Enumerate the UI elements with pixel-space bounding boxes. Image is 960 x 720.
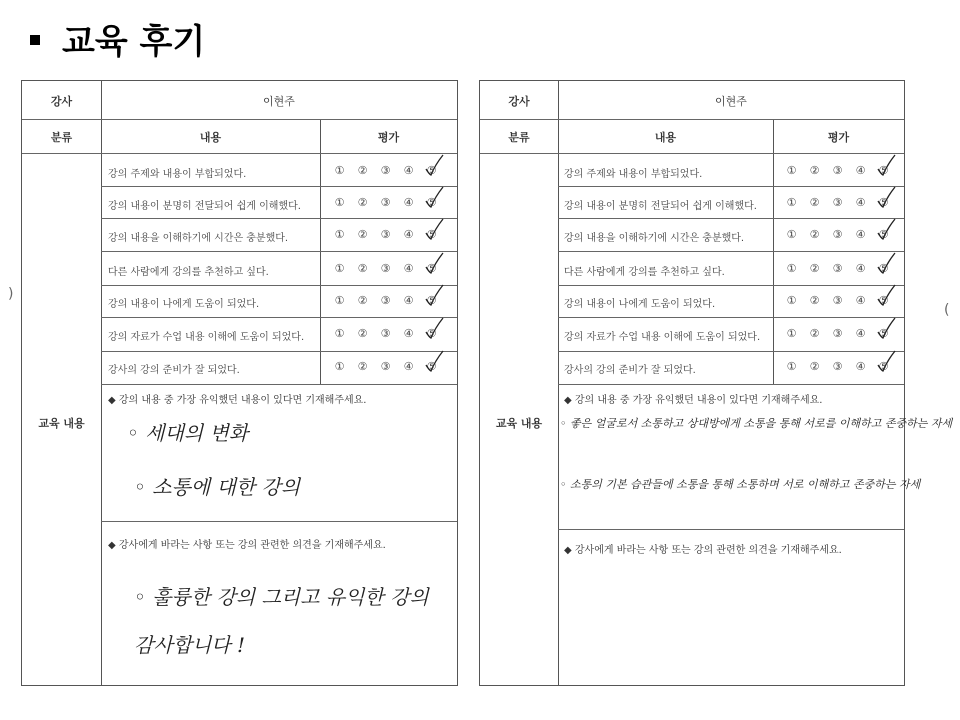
- content-header: 내용: [199, 131, 222, 144]
- rating-header: 평가: [377, 131, 400, 144]
- rating-option-4[interactable]: ④: [403, 196, 414, 209]
- slide-title: [30, 14, 205, 63]
- rating-option-4[interactable]: ④: [403, 360, 414, 373]
- rating-option-1[interactable]: ①: [334, 360, 345, 373]
- rating-option-4[interactable]: ④: [855, 164, 866, 177]
- checkmark-stroke: [426, 187, 443, 207]
- rating-option-3[interactable]: ③: [380, 294, 391, 307]
- instructor-label: 강사: [508, 95, 530, 108]
- rating-option-2[interactable]: ②: [357, 294, 368, 307]
- column-divider: [558, 81, 559, 685]
- checkmark-stroke: [878, 318, 895, 338]
- rating-option-5[interactable]: ⑤: [878, 164, 889, 177]
- rating-option-5[interactable]: ⑤: [878, 294, 889, 307]
- row-divider: [558, 285, 904, 286]
- rating-option-3[interactable]: ③: [380, 164, 391, 177]
- checkmark-icon: [875, 316, 897, 340]
- row-divider: [558, 186, 904, 187]
- rating-option-2[interactable]: ②: [809, 327, 820, 340]
- rating-option-3[interactable]: ③: [380, 196, 391, 209]
- q1-prompt: ◆ 강의 내용 중 가장 유익했던 내용이 있다면 기재해주세요.: [108, 395, 367, 406]
- rating-option-4[interactable]: ④: [403, 164, 414, 177]
- rating-option-1[interactable]: ①: [786, 262, 797, 275]
- checkmark-icon: [875, 251, 897, 275]
- rating-option-3[interactable]: ③: [380, 262, 391, 275]
- rating-option-5[interactable]: ⑤: [878, 360, 889, 373]
- checkmark-stroke: [426, 285, 443, 305]
- rating-option-1[interactable]: ①: [334, 196, 345, 209]
- rating-option-1[interactable]: ①: [786, 196, 797, 209]
- rating-option-3[interactable]: ③: [832, 360, 843, 373]
- rating-option-3[interactable]: ③: [380, 327, 391, 340]
- survey-item: 다른 사람에게 강의를 추천하고 싶다.: [108, 267, 269, 278]
- survey-item: 강의 내용이 분명히 전달되어 쉽게 이해했다.: [108, 201, 301, 212]
- rating-option-5[interactable]: ⑤: [878, 262, 889, 275]
- row-divider: [101, 285, 457, 286]
- rating-option-3[interactable]: ③: [380, 360, 391, 373]
- row-divider: [558, 351, 904, 352]
- checkmark-icon: [423, 217, 445, 241]
- q1-prompt: ◆ 강의 내용 중 가장 유익했던 내용이 있다면 기재해주세요.: [564, 395, 823, 406]
- rating-option-2[interactable]: ②: [809, 294, 820, 307]
- handwritten-answer: ◦ 좋은 얼굴로서 소통하고 상대방에게 소통을 통해 서로를 이해하고 존중하는 자세: [560, 417, 953, 430]
- row-divider: [558, 218, 904, 219]
- survey-form-2: [479, 80, 953, 686]
- handwritten-answer: ◦ 세대의 변화: [127, 421, 249, 445]
- rating-option-4[interactable]: ④: [855, 196, 866, 209]
- right-edge-mark: (: [944, 302, 950, 318]
- checkmark-icon: [875, 153, 897, 177]
- rating-option-4[interactable]: ④: [403, 262, 414, 275]
- rating-option-2[interactable]: ②: [357, 196, 368, 209]
- survey-item: 강의 내용을 이해하기에 시간은 충분했다.: [564, 233, 745, 244]
- survey-item: 강의 자료가 수업 내용 이해에 도움이 되었다.: [108, 332, 305, 343]
- rating-option-5[interactable]: ⑤: [878, 327, 889, 340]
- rating-option-5[interactable]: ⑤: [426, 327, 437, 340]
- checkmark-stroke: [878, 155, 895, 175]
- rating-option-2[interactable]: ②: [809, 196, 820, 209]
- row-divider: [101, 351, 457, 352]
- survey-item: 강의 주제와 내용이 부합되었다.: [108, 169, 247, 180]
- checkmark-icon: [423, 153, 445, 177]
- row-divider: [101, 251, 457, 252]
- rating-option-3[interactable]: ③: [832, 327, 843, 340]
- row-divider: [101, 218, 457, 219]
- survey-item: 강의 내용을 이해하기에 시간은 충분했다.: [108, 233, 289, 244]
- survey-item: 강의 주제와 내용이 부합되었다.: [564, 169, 703, 180]
- checkmark-icon: [423, 251, 445, 275]
- row-divider: [101, 521, 457, 522]
- checkmark-icon: [875, 283, 897, 307]
- rating-option-1[interactable]: ①: [786, 360, 797, 373]
- row-divider: [480, 153, 904, 154]
- survey-item: 강사의 강의 준비가 잘 되었다.: [108, 365, 240, 376]
- instructor-name: 이현주: [715, 95, 747, 108]
- checkmark-stroke: [426, 219, 443, 239]
- rating-option-5[interactable]: ⑤: [426, 196, 437, 209]
- left-edge-mark: ): [8, 286, 14, 302]
- slide-title-text: 교육 후기: [62, 22, 206, 62]
- instructor-label: 강사: [50, 95, 73, 108]
- handwritten-answer: ◦ 훌륭한 강의 그리고 유익한 강의: [134, 585, 429, 609]
- q2-prompt: ◆ 강사에게 바라는 사항 또는 강의 관련한 의견을 기재해주세요.: [108, 540, 386, 551]
- category-label: 분류: [50, 131, 73, 144]
- edu-content-label: 교육 내용: [495, 417, 543, 430]
- rating-option-1[interactable]: ①: [786, 164, 797, 177]
- survey-form-1: [21, 80, 458, 686]
- rating-option-3[interactable]: ③: [832, 262, 843, 275]
- instructor-name: 이현주: [263, 95, 295, 108]
- checkmark-icon: [423, 349, 445, 373]
- q2-prompt: ◆ 강사에게 바라는 사항 또는 강의 관련한 의견을 기재해주세요.: [564, 545, 842, 556]
- survey-item: 강사의 강의 준비가 잘 되었다.: [564, 365, 696, 376]
- rating-option-4[interactable]: ④: [403, 327, 414, 340]
- survey-item: 강의 내용이 나에게 도움이 되었다.: [108, 299, 260, 310]
- checkmark-icon: [423, 185, 445, 209]
- rating-option-2[interactable]: ②: [809, 262, 820, 275]
- rating-option-2[interactable]: ②: [357, 327, 368, 340]
- rating-option-5[interactable]: ⑤: [878, 228, 889, 241]
- rating-option-1[interactable]: ①: [786, 327, 797, 340]
- row-divider: [22, 119, 457, 120]
- handwritten-answer: 감사합니다 !: [134, 633, 245, 657]
- checkmark-icon: [875, 185, 897, 209]
- checkmark-icon: [875, 217, 897, 241]
- row-divider: [558, 317, 904, 318]
- rating-option-4[interactable]: ④: [403, 228, 414, 241]
- rating-option-4[interactable]: ④: [855, 262, 866, 275]
- checkmark-icon: [875, 349, 897, 373]
- rating-option-2[interactable]: ②: [809, 164, 820, 177]
- checkmark-stroke: [878, 351, 895, 371]
- survey-item: 강의 자료가 수업 내용 이해에 도움이 되었다.: [564, 332, 761, 343]
- rating-option-2[interactable]: ②: [357, 360, 368, 373]
- content-header: 내용: [654, 131, 677, 144]
- survey-item: 강의 내용이 분명히 전달되어 쉽게 이해했다.: [564, 201, 757, 212]
- row-divider: [22, 153, 457, 154]
- rating-option-4[interactable]: ④: [403, 294, 414, 307]
- column-divider: [101, 81, 102, 685]
- rating-option-2[interactable]: ②: [809, 228, 820, 241]
- rating-option-2[interactable]: ②: [357, 228, 368, 241]
- rating-option-3[interactable]: ③: [832, 196, 843, 209]
- row-divider: [101, 317, 457, 318]
- handwritten-answer: ◦ 소통에 대한 강의: [134, 475, 301, 499]
- checkmark-stroke: [878, 285, 895, 305]
- rating-option-1[interactable]: ①: [334, 228, 345, 241]
- checkmark-stroke: [878, 219, 895, 239]
- row-divider: [558, 251, 904, 252]
- rating-option-3[interactable]: ③: [380, 228, 391, 241]
- rating-option-5[interactable]: ⑤: [426, 228, 437, 241]
- survey-item: 강의 내용이 나에게 도움이 되었다.: [564, 299, 716, 310]
- checkmark-stroke: [426, 318, 443, 338]
- rating-option-1[interactable]: ①: [334, 294, 345, 307]
- rating-option-2[interactable]: ②: [809, 360, 820, 373]
- edu-content-label: 교육 내용: [38, 417, 85, 430]
- rating-option-1[interactable]: ①: [334, 262, 345, 275]
- rating-option-4[interactable]: ④: [855, 327, 866, 340]
- rating-option-5[interactable]: ⑤: [426, 360, 437, 373]
- rating-option-1[interactable]: ①: [334, 164, 345, 177]
- rating-option-2[interactable]: ②: [357, 164, 368, 177]
- checkmark-stroke: [878, 187, 895, 207]
- row-divider: [480, 119, 904, 120]
- rating-option-1[interactable]: ①: [786, 228, 797, 241]
- row-divider: [558, 529, 904, 530]
- survey-item: 다른 사람에게 강의를 추천하고 싶다.: [564, 267, 725, 278]
- handwritten-answer: ◦ 소통의 기본 습관들에 소통을 통해 소통하며 서로 이해하고 존중하는 자세: [560, 478, 921, 491]
- checkmark-stroke: [426, 155, 443, 175]
- rating-option-4[interactable]: ④: [855, 228, 866, 241]
- rating-option-2[interactable]: ②: [357, 262, 368, 275]
- category-label: 분류: [508, 131, 530, 144]
- checkmark-stroke: [878, 253, 895, 273]
- row-divider: [101, 384, 457, 385]
- rating-option-5[interactable]: ⑤: [426, 262, 437, 275]
- rating-option-5[interactable]: ⑤: [426, 164, 437, 177]
- rating-option-3[interactable]: ③: [832, 294, 843, 307]
- rating-option-5[interactable]: ⑤: [878, 196, 889, 209]
- checkmark-icon: [423, 283, 445, 307]
- rating-option-3[interactable]: ③: [832, 164, 843, 177]
- rating-header: 평가: [827, 131, 850, 144]
- row-divider: [101, 186, 457, 187]
- square-bullet-icon: [30, 35, 40, 45]
- row-divider: [558, 384, 904, 385]
- rating-option-4[interactable]: ④: [855, 360, 866, 373]
- rating-option-3[interactable]: ③: [832, 228, 843, 241]
- checkmark-stroke: [426, 351, 443, 371]
- rating-option-4[interactable]: ④: [855, 294, 866, 307]
- rating-option-1[interactable]: ①: [786, 294, 797, 307]
- checkmark-icon: [423, 316, 445, 340]
- rating-option-1[interactable]: ①: [334, 327, 345, 340]
- rating-option-5[interactable]: ⑤: [426, 294, 437, 307]
- checkmark-stroke: [426, 253, 443, 273]
